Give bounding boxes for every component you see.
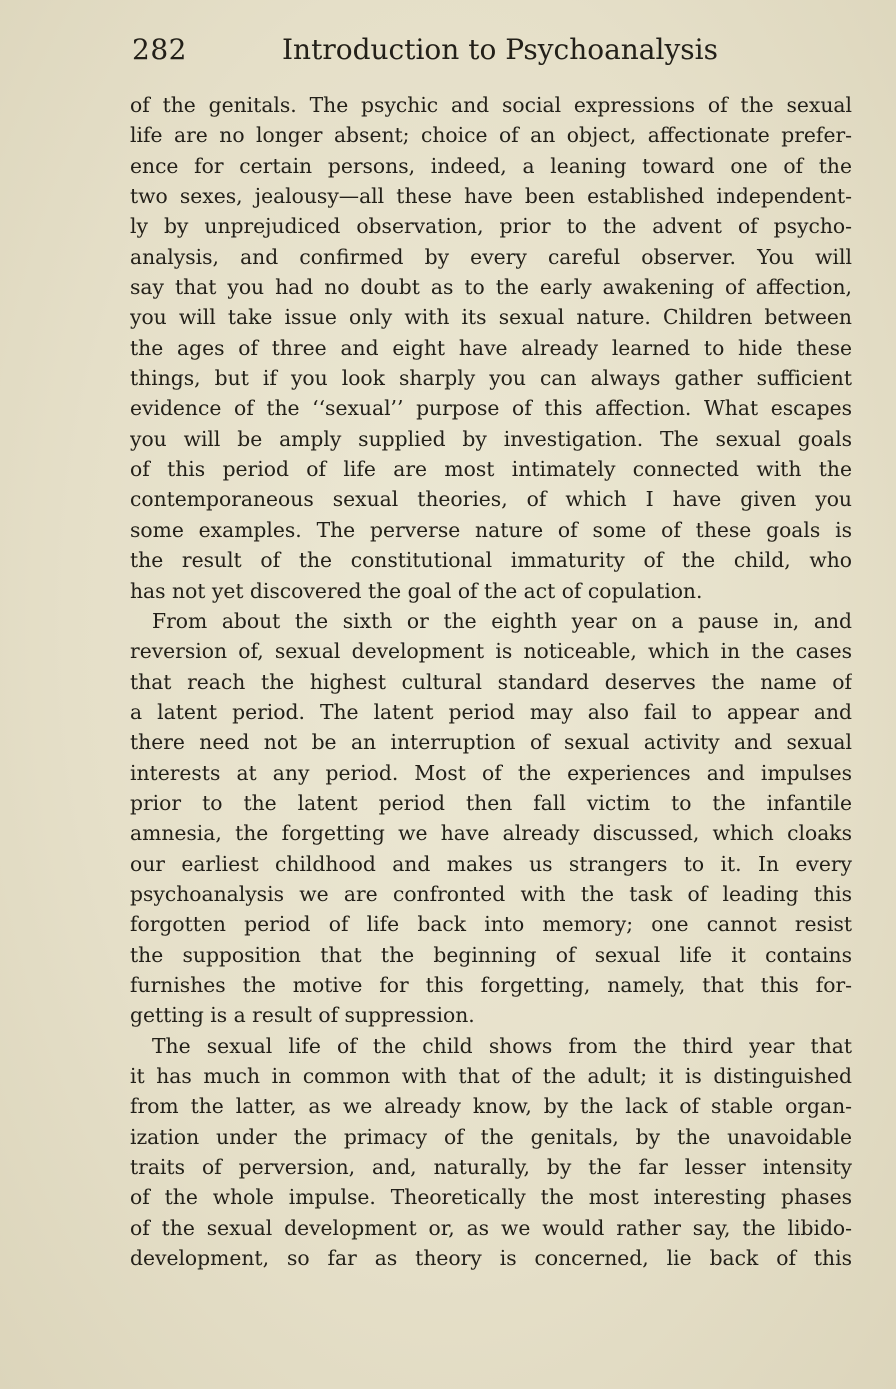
- text-line: prior to the latent period then fall victim to the infantile: [130, 790, 852, 815]
- text-line: from the latter, as we already know, by the lack of stable organ-: [130, 1094, 852, 1119]
- text-line: ly by unprejudiced observation, prior to the advent of psycho-: [130, 214, 852, 239]
- text-line: some examples. The perverse nature of some of these goals is: [130, 517, 852, 542]
- text-line: the supposition that the beginning of sexual life it contains: [130, 942, 852, 967]
- text-line: interests at any period. Most of the experiences and impulses: [130, 760, 852, 785]
- text-line: traits of perversion, and, naturally, by the far lesser intensity: [130, 1155, 852, 1180]
- text-line: forgotten period of life back into memory; one cannot resist: [130, 912, 852, 937]
- text-line: a latent period. The latent period may also fail to appear and: [130, 699, 852, 724]
- body-text: [130, 90, 852, 1273]
- text-line: of this period of life are most intimately connected with the: [130, 457, 852, 482]
- paragraph-3: [130, 1031, 852, 1274]
- text-line: furnishes the motive for this forgetting, namely, that this for-: [130, 972, 852, 997]
- running-head: Introduction to Psychoanalysis: [282, 33, 718, 66]
- text-line: our earliest childhood and makes us strangers to it. In every: [130, 851, 852, 876]
- text-line: ence for certain persons, indeed, a leaning toward one of the: [130, 153, 852, 178]
- text-line: contemporaneous sexual theories, of which I have given you: [130, 487, 852, 512]
- text-line: From about the sixth or the eighth year on a pause in, and: [152, 608, 852, 633]
- paragraph-2: [130, 606, 852, 1031]
- text-line: getting is a result of suppression.: [130, 1003, 475, 1028]
- text-line: two sexes, jealousy—all these have been established independent-: [130, 184, 852, 209]
- text-line: evidence of the ‘‘sexual’’ purpose of this affection. What escapes: [130, 396, 852, 421]
- text-line: reversion of, sexual development is noticeable, which in the cases: [130, 639, 852, 664]
- text-line: you will be amply supplied by investigation. The sexual goals: [130, 426, 852, 451]
- text-line: that reach the highest cultural standard deserves the name of: [130, 669, 852, 694]
- text-line: the result of the constitutional immaturity of the child, who: [130, 548, 852, 573]
- text-line: the ages of three and eight have already learned to hide these: [130, 335, 852, 360]
- text-line: say that you had no doubt as to the early awakening of affection,: [130, 275, 852, 300]
- text-line: of the whole impulse. Theoretically the most interesting phases: [130, 1185, 852, 1210]
- text-line: of the sexual development or, as we would rather say, the libido-: [130, 1215, 852, 1240]
- text-line: of the genitals. The psychic and social expressions of the sexual: [130, 93, 852, 117]
- text-line: it has much in common with that of the adult; it is distinguished: [130, 1064, 852, 1088]
- text-line: The sexual life of the child shows from the third year that: [152, 1033, 852, 1058]
- paragraph-1: [130, 90, 852, 606]
- text-line: has not yet discovered the goal of the act of copulation.: [130, 578, 703, 603]
- text-line: amnesia, the forgetting we have already discussed, which cloaks: [130, 821, 852, 846]
- text-line: there need not be an interruption of sexual activity and sexual: [130, 730, 852, 755]
- page-header: [132, 28, 852, 72]
- text-line: things, but if you look sharply you can always gather sufficient: [130, 366, 852, 391]
- text-line: psychoanalysis we are confronted with the task of leading this: [130, 881, 852, 906]
- text-line: life are no longer absent; choice of an object, affectionate prefer-: [130, 123, 852, 148]
- text-line: development, so far as theory is concerned, lie back of this: [130, 1246, 852, 1271]
- page-number: 282: [132, 33, 187, 66]
- text-line: analysis, and confirmed by every careful observer. You will: [130, 244, 852, 269]
- text-line: you will take issue only with its sexual nature. Children between: [130, 305, 852, 330]
- text-line: ization under the primacy of the genitals, by the unavoidable: [130, 1124, 852, 1149]
